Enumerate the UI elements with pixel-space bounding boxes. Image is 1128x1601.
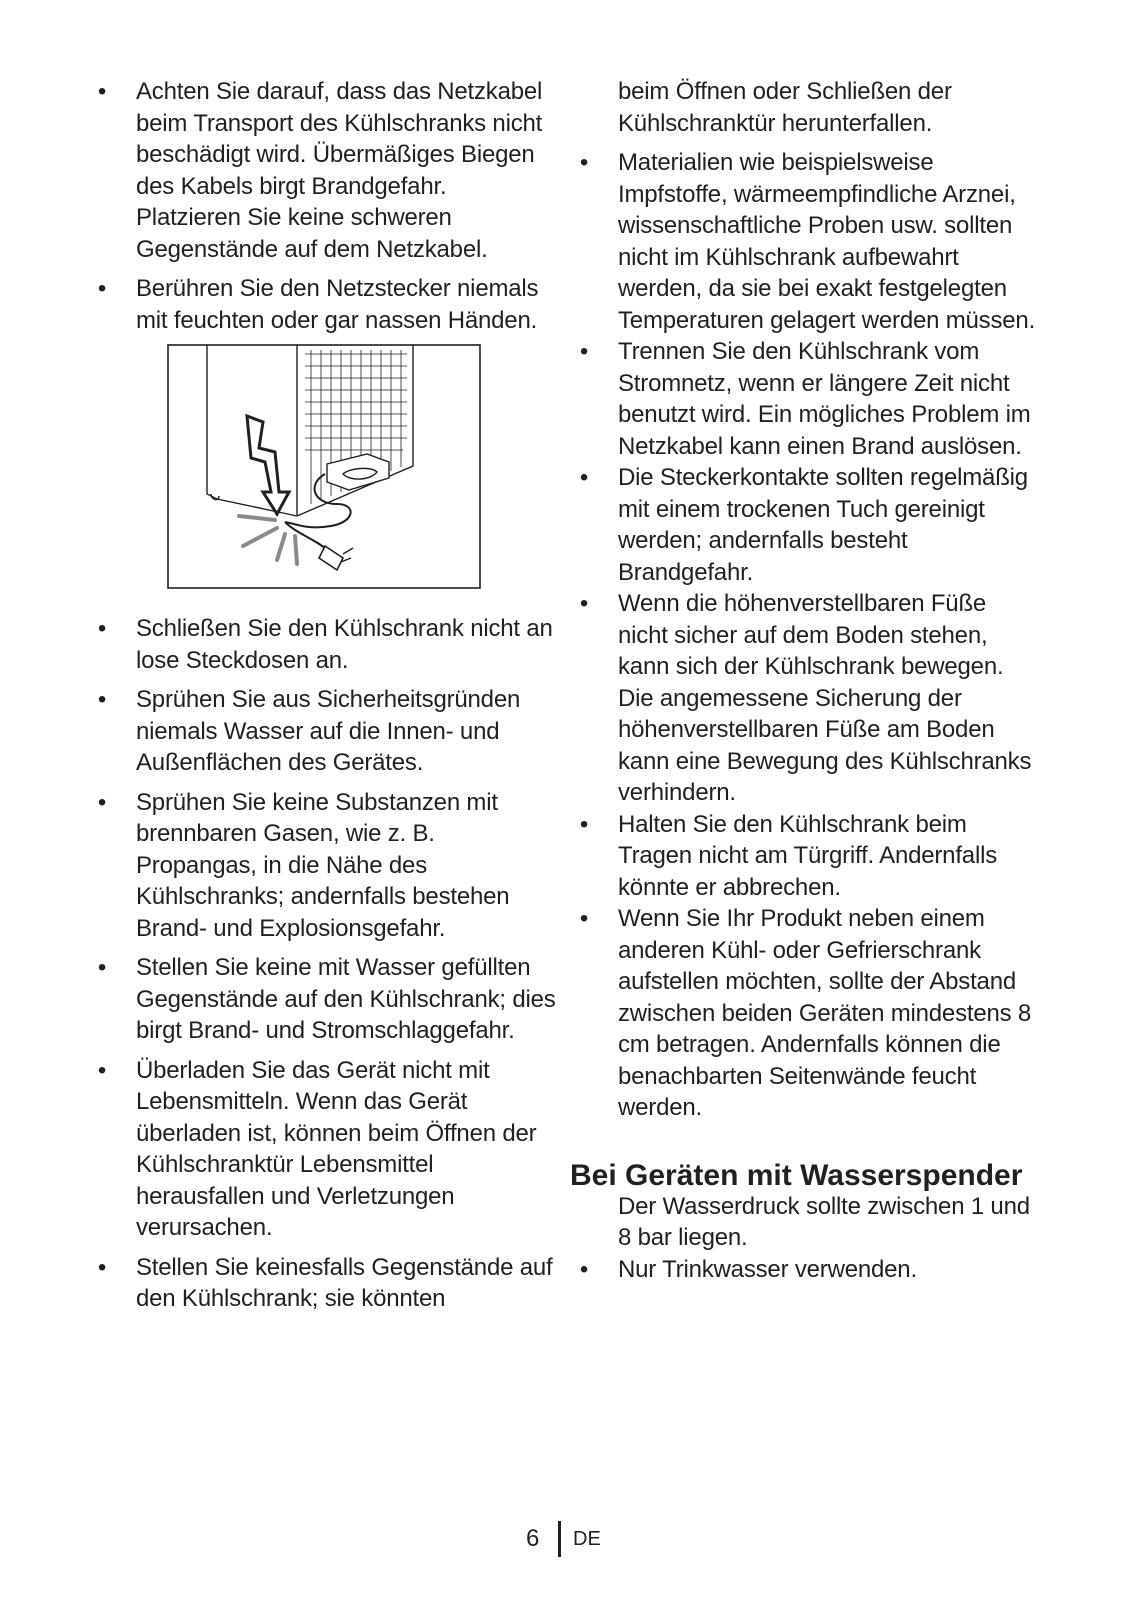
left-column	[96, 76, 556, 1323]
bullet-icon: •	[97, 275, 107, 302]
bullet-icon: •	[97, 78, 107, 105]
list-item: • Achten Sie darauf, dass das Netzkabel beim Transport des Kühlschranks nicht beschädigt wird. Übermäßiges Biegen des Kabels birgt Brandgefahr. Platzieren Sie keine schweren Gegenstände auf dem Netzkabel.	[97, 78, 543, 263]
bullet-icon: •	[97, 686, 107, 713]
bullet-list-bottom	[96, 613, 556, 1315]
bullet-icon: •	[579, 590, 589, 617]
bullet-icon: •	[97, 788, 107, 816]
bullet-icon: •	[97, 1253, 107, 1281]
list-item: • Die Steckerkontakte sollten regelmäßig mit einem trockenen Tuch gereinigt werden; andernfalls besteht Brandgefahr.	[579, 464, 1028, 586]
bullet-list-top	[96, 76, 556, 336]
bullet-icon: •	[579, 905, 589, 932]
section-heading: Bei Geräten mit Wasserspender	[570, 1158, 1023, 1192]
continued-text: beim Öffnen oder Schließen der Kühlschranktür herunterfallen.	[618, 78, 952, 137]
list-item: • Schließen Sie den Kühlschrank nicht an lose Steckdosen an.	[97, 615, 553, 674]
list-item: • Stellen Sie keinesfalls Gegenstände auf den Kühlschrank; sie könnten	[97, 1253, 553, 1312]
list-item: • Trennen Sie den Kühlschrank vom Stromnetz, wenn er längere Zeit nicht benutzt wird. Ein mögliches Problem im Netzkabel kann einen Brand auslösen.	[579, 338, 1031, 460]
list-item: • Halten Sie den Kühlschrank beim Tragen nicht am Türgriff. Andernfalls könnte er abbrechen.	[579, 810, 998, 901]
bullet-icon: •	[579, 338, 589, 365]
list-item: • Stellen Sie keine mit Wasser gefüllten Gegenstände auf den Kühlschrank; dies birgt Brand- und Stromschlaggefahr.	[97, 954, 556, 1044]
section-bullet-list	[578, 1254, 1038, 1286]
list-item: • Sprühen Sie aus Sicherheitsgründen niemals Wasser auf die Innen- und Außenflächen des Gerätes.	[97, 686, 521, 776]
bullet-icon: •	[579, 464, 589, 491]
list-item: • Sprühen Sie keine Substanzen mit brennbaren Gasen, wie z. B. Propangas, in die Nähe des Kühlschranks; andernfalls bestehen Brand- und Explosionsgefahr.	[97, 788, 510, 942]
list-item: • Materialien wie beispielsweise Impfstoffe, wärmeempfindliche Arznei, wissenschaftliche Proben usw. sollten nicht im Kühlschrank aufbewahrt werden, da sie bei exakt festgelegten Temperaturen gelagert werden müssen.	[579, 149, 1036, 334]
list-item: • Überladen Sie das Gerät nicht mit Lebensmitteln. Wenn das Gerät überladen ist, können beim Öffnen der Kühlschranktür Lebensmittel herausfallen und Verletzungen verursachen.	[97, 1056, 537, 1241]
bullet-list-right	[578, 147, 1038, 1124]
bullet-icon: •	[579, 149, 589, 176]
list-item: • Nur Trinkwasser verwenden.	[578, 1254, 1038, 1286]
page-number: 6	[526, 1525, 540, 1552]
footer-divider	[558, 1521, 561, 1557]
bullet-icon: •	[97, 1056, 107, 1084]
bullet-icon: •	[579, 1255, 589, 1283]
list-item: • Berühren Sie den Netzstecker niemals mit feuchten oder gar nassen Händen.	[97, 275, 539, 334]
list-item: • Wenn Sie Ihr Produkt neben einem anderen Kühl- oder Gefrierschrank aufstellen möchten, sollte der Abstand zwischen beiden Geräten mindestens 8 cm betragen. Andernfalls können die benachbarten Seitenwände feucht werden.	[579, 905, 1032, 1121]
bullet-icon: •	[97, 615, 107, 642]
right-column	[570, 76, 1038, 1285]
power-cable-illustration	[167, 344, 481, 589]
section-text: Der Wasserdruck sollte zwischen 1 und 8 bar liegen.	[618, 1192, 1030, 1251]
language-code: DE	[573, 1528, 601, 1550]
list-item: • Wenn die höhenverstellbaren Füße nicht sicher auf dem Boden stehen, kann sich der Kühlschrank bewegen. Die angemessene Sicherung der höhenverstellbaren Füße am Boden kann eine Bewegung des Kühlschranks verhindern.	[579, 590, 1032, 806]
bullet-icon: •	[579, 810, 589, 838]
page-footer	[0, 1521, 1128, 1561]
bullet-icon: •	[97, 954, 107, 981]
